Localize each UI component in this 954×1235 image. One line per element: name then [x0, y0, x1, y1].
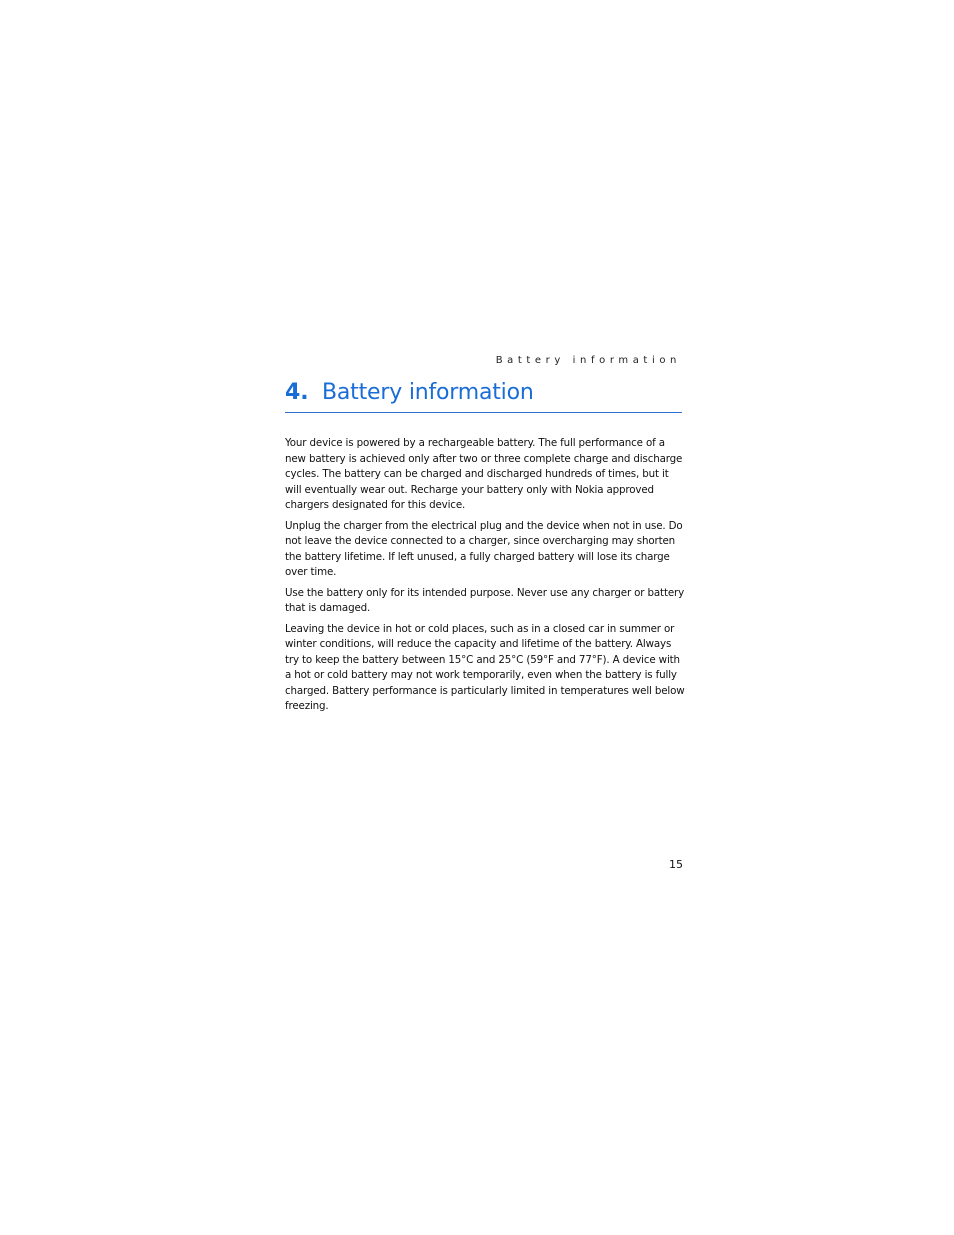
page-number: 15	[669, 858, 683, 871]
paragraph-battery-intro: Your device is powered by a rechargeable battery. The full performance of a new battery is achieved only after two or three complete charge and discharge cycles. The battery can be charged and discharged hundreds of times, but it will eventually wear out. Recharge your battery only with Nokia approved chargers designated for this device.	[285, 437, 683, 511]
running-header: Battery information	[495, 355, 681, 366]
chapter-heading	[285, 378, 682, 413]
body-text	[285, 436, 685, 720]
chapter-number: 4.	[285, 380, 309, 405]
paragraph-temperature: Leaving the device in hot or cold places, such as in a closed car in summer or winter conditions, will reduce the capacity and lifetime of the battery. Always try to keep the battery between 15°C and 25°C (59°F and 77°F). A device with a hot or cold battery may not work temporarily, even when the battery is fully charged. Battery performance is particularly limited in temperatures well below freezing.	[285, 622, 685, 712]
paragraph-intended-purpose: Use the battery only for its intended purpose. Never use any charger or battery that is damaged.	[285, 586, 685, 614]
chapter-title: Battery information	[322, 380, 534, 405]
paragraph-charger-unplug: Unplug the charger from the electrical plug and the device when not in use. Do not leave the device connected to a charger, since overcharging may shorten the battery lifetime. If left unused, a fully charged battery will lose its charge over time.	[285, 519, 683, 578]
